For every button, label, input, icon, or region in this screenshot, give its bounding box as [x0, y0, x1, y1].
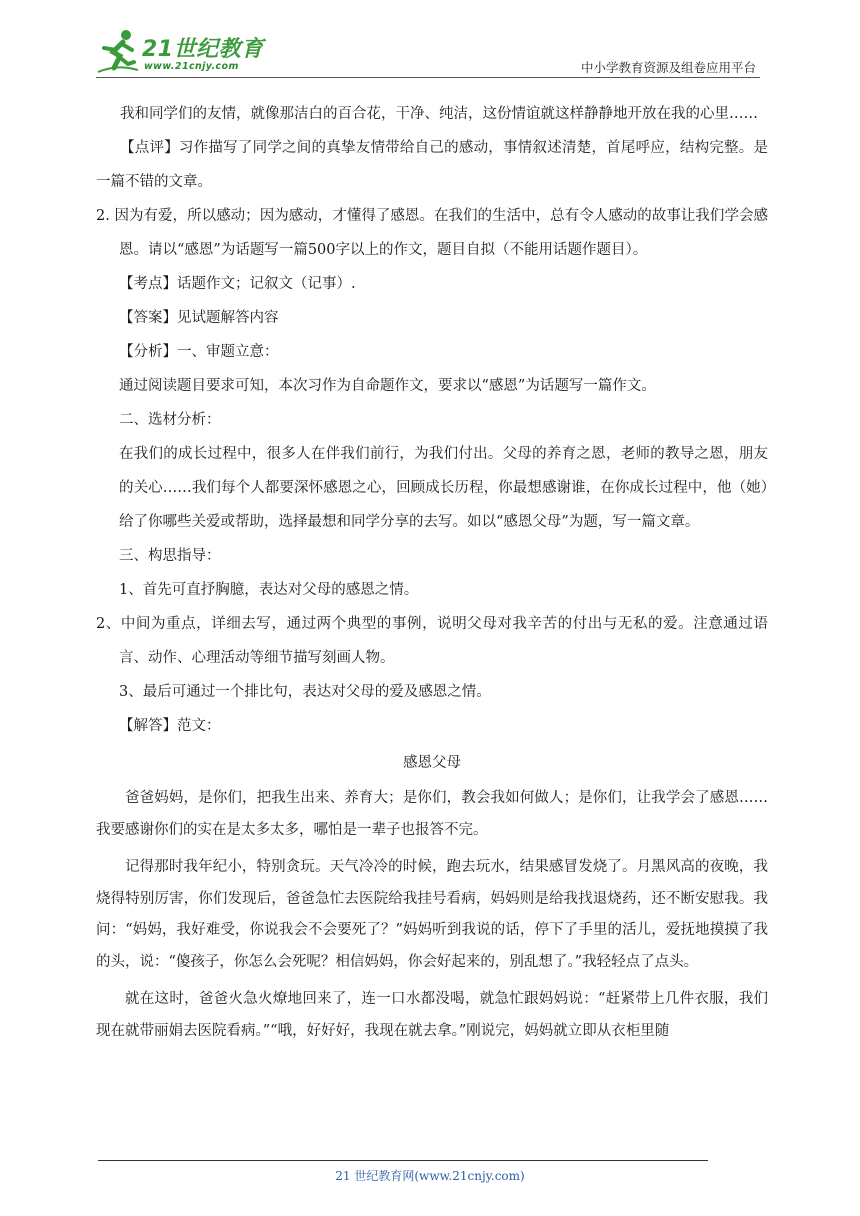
- guide-2: 2、中间为重点，详细去写，通过两个典型的事例，说明父母对我辛苦的付出与无私的爱。注意通过语言、动作、心理活动等细节描写刻画人物。: [96, 616, 768, 666]
- answer-line: 【答案】见试题解答内容: [119, 310, 279, 326]
- essay-paragraph-3: 就在这时，爸爸火急火燎地回来了，连一口水都没喝，就急忙跟妈妈说：“赶紧带上几件衣服，我们现在就带丽娟去医院看病。”“哦，好好好，我现在就去拿。”刚说完，妈妈就立即从衣柜里随: [96, 991, 768, 1039]
- footer-site: 21 世纪教育网(www.21cnjy.com): [335, 1169, 525, 1183]
- platform-name: 中小学教育资源及组卷应用平台: [580, 60, 756, 75]
- logo-url: www.21cnjy.com: [144, 61, 239, 72]
- footer-divider: [98, 1160, 708, 1161]
- header-divider: [96, 77, 760, 78]
- document-body: [96, 97, 768, 1047]
- paragraph-comment: 【点评】习作描写了同学之间的真挚友情带给自己的感动，事情叙述清楚，首尾呼应，结构完整。是一篇不错的文章。: [96, 140, 768, 190]
- essay-title: 感恩父母: [403, 755, 461, 771]
- runner-logo-icon: [96, 28, 140, 74]
- essay-paragraph-2: 记得那时我年纪小，特别贪玩。天气冷冷的时候，跑去玩水，结果感冒发烧了。月黑风高的夜晚，我烧得特别厉害，你们发现后，爸爸急忙去医院给我挂号看病，妈妈则是给我找退烧药，还不断安慰我。我问：“妈妈，我好难受，你说我会不会要死了？”妈妈听到我说的话，停下了手里的活儿，爱抚地摸摸了我的头，说：“傻孩子，你怎么会死呢？相信妈妈，你会好起来的，别乱想了。”我轻轻点了点头。: [96, 859, 768, 970]
- page-header: [0, 0, 860, 80]
- section-structure: 三、构思指导：: [119, 548, 221, 564]
- guide-1: 1、首先可直抒胸臆，表达对父母的感恩之情。: [119, 582, 419, 598]
- solution-heading: 【解答】范文：: [119, 718, 221, 734]
- question-2: 2. 因为有爱，所以感动；因为感动，才懂得了感恩。在我们的生活中，总有令人感动的故事让我们学会感恩。请以“感恩”为话题写一篇500字以上的作文，题目自拟（不能用话题作题目）。: [96, 208, 768, 258]
- analysis-topic: 通过阅读题目要求可知，本次习作为自命题作文，要求以“感恩”为话题写一篇作文。: [119, 378, 656, 394]
- analysis-heading: 【分析】一、审题立意：: [119, 344, 279, 360]
- guide-3: 3、最后可通过一个排比句，表达对父母的爱及感恩之情。: [119, 684, 491, 700]
- essay-paragraph-1: 爸爸妈妈，是你们，把我生出来、养育大；是你们，教会我如何做人；是你们，让我学会了感恩……我要感谢你们的实在是太多太多，哪怕是一辈子也报答不完。: [96, 790, 768, 838]
- section-material: 二、选材分析：: [119, 412, 221, 428]
- test-point: 【考点】话题作文；记叙文（记事）.: [119, 276, 356, 292]
- logo: [96, 28, 266, 80]
- material-analysis: 在我们的成长过程中，很多人在伴我们前行，为我们付出。父母的养育之恩，老师的教导之恩，朋友的关心……我们每个人都要深怀感恩之心，回顾成长历程，你最想感谢谁，在你成长过程中，他（她）给了你哪些关爱或帮助，选择最想和同学分享的去写。如以“感恩父母”为题，写一篇文章。: [119, 446, 768, 530]
- paragraph-friendship-ending: 我和同学们的友情，就像那洁白的百合花，干净、纯洁，这份情谊就这样静静地开放在我的心里……: [120, 106, 758, 122]
- logo-brand: 21世纪教育: [142, 37, 264, 62]
